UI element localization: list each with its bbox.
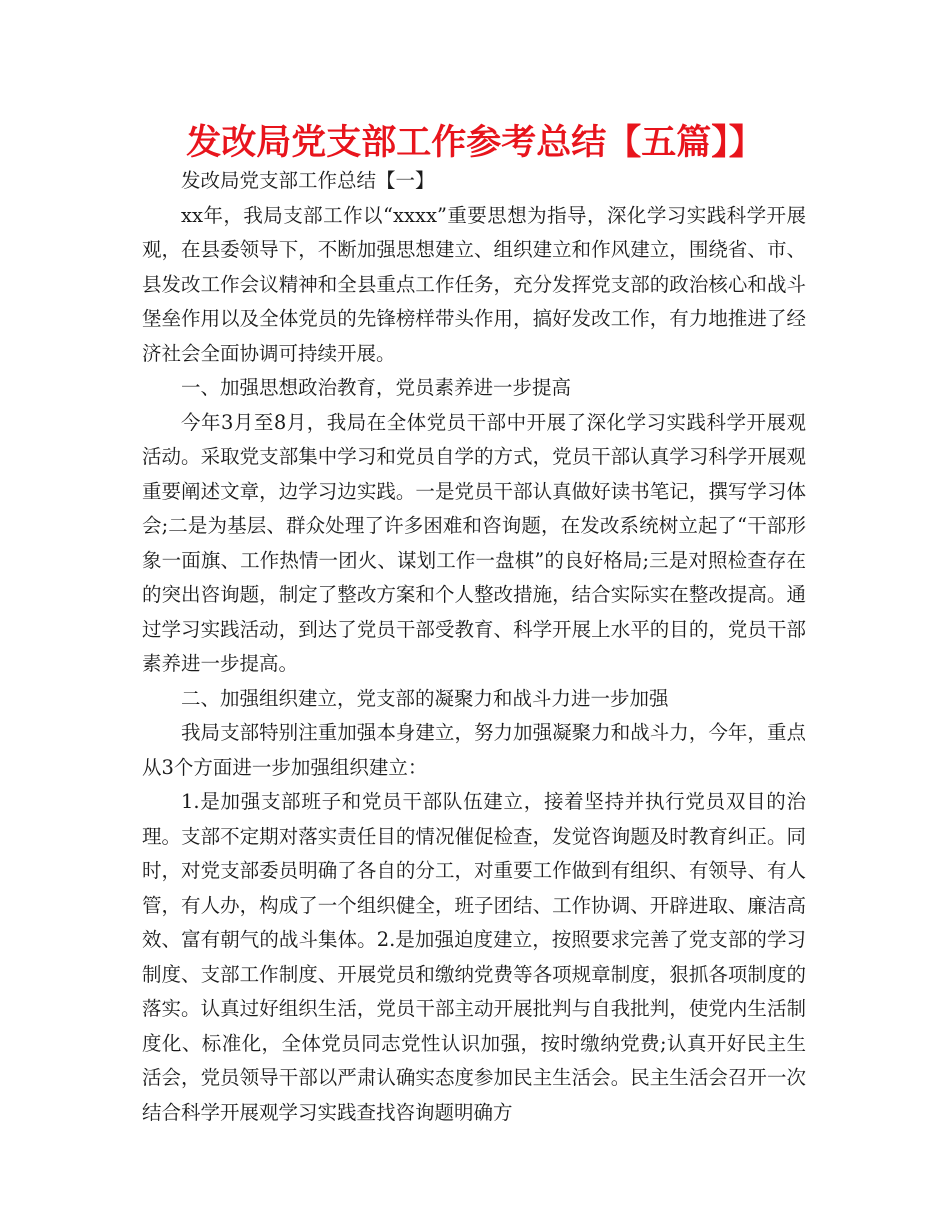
document-body [142,164,806,1130]
body-paragraph: xx年，我局支部工作以“xxxx”重要思想为指导，深化学习实践科学开展观，在县委领导下，不断加强思想建立、组织建立和作风建立，围绕省、市、县发改工作会议精神和全县重点工作任务，充分发挥党支部的政治核心和战斗堡垒作用以及全体党员的先锋榜样带头作用，搞好发改工作，有力地推进了经济社会全面协调可持续开展。 [142,203,806,365]
body-paragraph: 1.是加强支部班子和党员干部队伍建立，接着坚持并执行党员双目的治理。支部不定期对落实责任目的情况催促检查，发觉咨询题及时教育纠正。同时，对党支部委员明确了各自的分工，对重要工作做到有组织、有领导、有人管，有人办，构成了一个组织健全，班子团结、工作协调、开辟进取、廉洁高效、富有朝气的战斗集体。2.是加强迫度建立，按照要求完善了党支部的学习制度、支部工作制度、开展党员和缴纳党费等各项规章制度，狠抓各项制度的落实。认真过好组织生活，党员干部主动开展批判与自我批判，使党内生活制度化、标准化，全体党员同志党性认识加强，按时缴纳党费;认真开好民主生活会，党员领导干部以严肃认确实态度参加民主生活会。民主生活会召开一次结合科学开展观学习实践查找咨询题明确方 [142,790,806,1124]
section-heading: 二、加强组织建立，党支部的凝聚力和战斗力进一步加强 [181,686,669,710]
section-heading: 发改局党支部工作总结【一】 [181,169,435,192]
section-heading: 一、加强思想政治教育，党员素养进一步提高 [181,376,572,399]
document-title: 发改局党支部工作参考总结【五篇】】 [186,123,764,163]
body-paragraph: 我局支部特别注重加强本身建立，努力加强凝聚力和战斗力，今年，重点从3个方面进一步加强组织建立： [142,721,806,779]
body-paragraph: 今年3月至8月，我局在全体党员干部中开展了深化学习实践科学开展观活动。采取党支部集中学习和党员自学的方式，党员干部认真学习科学开展观重要阐述文章，边学习边实践。一是党员干部认真做好读书笔记，撰写学习体会;二是为基层、群众处理了许多困难和咨询题，在发改系统树立起了“干部形象一面旗、工作热情一团火、谋划工作一盘棋”的良好格局;三是对照检查存在的突出咨询题，制定了整改方案和个人整改措施，结合实际实在整改提高。通过学习实践活动，到达了党员干部受教育、科学开展上水平的目的，党员干部素养进一步提高。 [142,410,806,675]
